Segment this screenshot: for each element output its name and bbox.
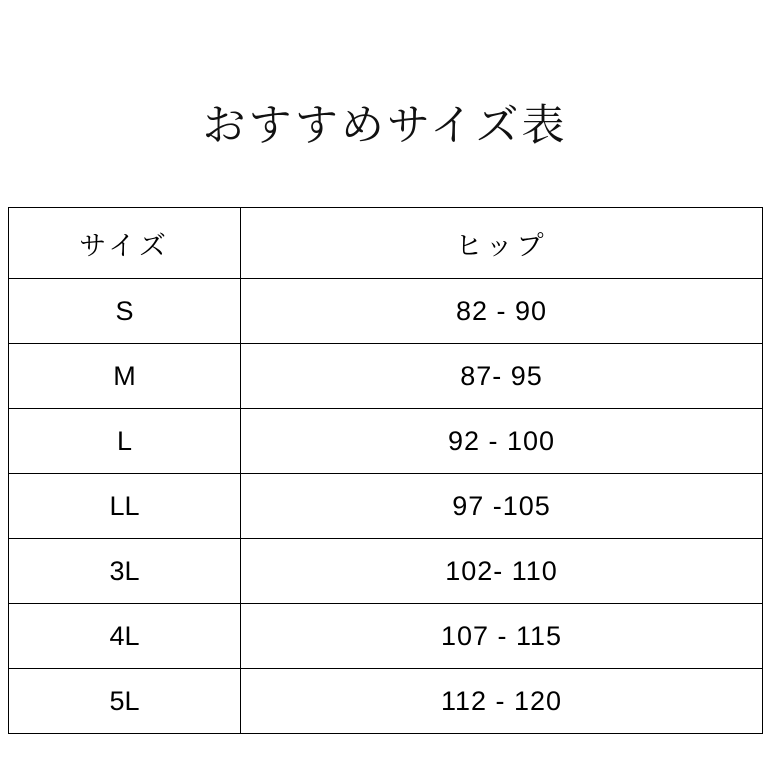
cell-hip: 107 - 115 (241, 604, 763, 669)
cell-size: 3L (9, 539, 241, 604)
cell-hip: 82 - 90 (241, 279, 763, 344)
cell-size: LL (9, 474, 241, 539)
header-cell-hip: ヒップ (241, 208, 763, 279)
table-row (9, 344, 763, 409)
cell-hip: 112 - 120 (241, 669, 763, 734)
cell-size: S (9, 279, 241, 344)
cell-size: 4L (9, 604, 241, 669)
table-row (9, 279, 763, 344)
table-row (9, 474, 763, 539)
cell-hip: 87- 95 (241, 344, 763, 409)
cell-size: 5L (9, 669, 241, 734)
header-cell-size: サイズ (9, 208, 241, 279)
table-row (9, 604, 763, 669)
cell-size: M (9, 344, 241, 409)
size-table (8, 207, 763, 734)
table-row (9, 539, 763, 604)
table-header-row (9, 208, 763, 279)
cell-size: L (9, 409, 241, 474)
cell-hip: 92 - 100 (241, 409, 763, 474)
table-row (9, 669, 763, 734)
cell-hip: 102- 110 (241, 539, 763, 604)
page-title: おすすめサイズ表 (202, 102, 568, 150)
table-row (9, 409, 763, 474)
cell-hip: 97 -105 (241, 474, 763, 539)
